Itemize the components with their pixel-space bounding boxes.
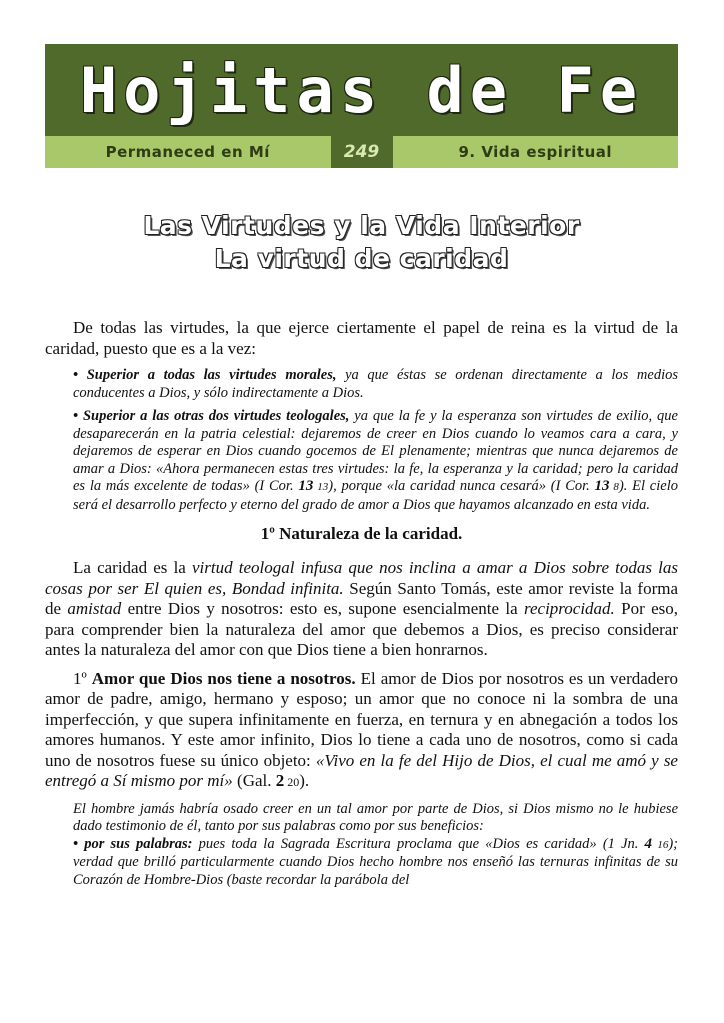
masthead (45, 44, 678, 168)
ref-chapter: 2 (275, 771, 285, 790)
gods-love-text: El amor de Dios por nosotros es un verdadero amor de padre, amigo, hermano y esposo; un amor que no conoce ni la sombra de una imperfección, y que supera infinitamente en fuerza, en ternura y en abnegación a todos los amores humanos. Y este amor infinito, Dios lo tiene a cada uno de nosotros, como si cada uno de nosotros fuese su único objeto: (45, 668, 678, 770)
ref-text: (Gal. (232, 771, 276, 790)
publication-title: Hojitas de Fe (79, 53, 644, 127)
testimony-point-heading: • por sus palabras: (73, 835, 193, 852)
testimony-text: El hombre jamás habría osado creer en un tal amor por parte de Dios, si Dios mismo no le hubiese dado testimonio de él, tanto por sus palabras como por sus beneficios: (73, 800, 678, 834)
section-heading: 1º Naturaleza de la caridad. (260, 524, 463, 543)
subsection-heading: Amor que Dios nos tiene a nosotros. (91, 668, 356, 688)
series-label: Permaneced en Mí (105, 143, 270, 161)
category-label: 9. Vida espiritual (458, 143, 613, 161)
point-theological-text-b: ), porque «la caridad nunca cesará» (I Cor. (328, 478, 595, 494)
masthead-subbar (45, 136, 678, 168)
point-moral-virtues (45, 367, 678, 402)
article-titles (45, 210, 678, 276)
masthead-banner (45, 44, 678, 136)
subsection-number: 1º (73, 668, 92, 688)
ref-verse: 13 (313, 481, 329, 493)
scripture-quote: «Vivo en la fe del Hijo de Dios, el cual me amó y se entregó a Sí mismo por mí» (45, 750, 678, 790)
article-subtitle: La virtud de caridad (214, 244, 509, 273)
testimony-text: ); verdad que brilló particularmente cuando Dios hecho hombre nos enseñó las ternuras infinitas de su Corazón de Hombre-Dios (baste recordar la parábola del (73, 835, 679, 888)
ref-chapter: 13 (298, 478, 314, 494)
point-moral-text: ya que éstas se ordenan directamente a los medios conducentes a Dios, y sólo indirectamente a Dios. (73, 367, 678, 401)
ref-verse: 8 (609, 481, 619, 493)
intro-paragraph: De todas las virtudes, la que ejerce ciertamente el papel de reina es la virtud de la caridad, puesto que es a la vez: (45, 318, 678, 358)
testimony-paragraph (45, 801, 678, 890)
nature-text: Por eso, para comprender bien la naturaleza del amor que debemos a Dios, es preciso considerar antes la naturaleza del amor con que Dios tiene a bien honrarnos. (45, 599, 679, 659)
ref-verse: 20 (284, 775, 300, 789)
ref-chapter: 4 (644, 835, 653, 852)
issue-number: 249 (331, 136, 393, 168)
point-moral-heading: • Superior a todas las virtudes morales, (73, 367, 337, 383)
emphasis-text: amistad (67, 599, 122, 618)
ref-verse: 16 (652, 838, 669, 851)
point-theological-virtues (45, 408, 678, 514)
ref-text: ). (299, 771, 310, 790)
nature-paragraph (45, 558, 678, 661)
nature-text: Según Santo Tomás, este amor reviste la forma de (45, 578, 679, 618)
testimony-text: pues toda la Sagrada Escritura proclama que «Dios es caridad» (1 Jn. (192, 835, 645, 852)
emphasis-text: reciprocidad. (524, 599, 615, 618)
article-body (45, 318, 678, 895)
point-theological-text-a: ya que la fe y la esperanza son virtudes de exilio, que desaparecerán en la patria celestial: dejaremos de creer en Dios cuando lo veamos cara a cara, y dejaremos de esperar en Dios cuando gocemos de El plenamente; mientras que nunca dejaremos de amar a Dios: «Ahora permanecen estas tres virtudes: la fe, la esperanza y la caridad; pero la caridad es la más excelente de todas» (I Cor. (73, 408, 678, 494)
point-theological-text-c: ). El cielo será el desarrollo perfecto y eterno del grado de amor a Dios que hayamos alcanzado en esta vida. (73, 478, 678, 513)
point-theological-heading: • Superior a las otras dos virtudes teologales, (73, 408, 350, 424)
nature-text: entre Dios y nosotros: esto es, supone esencialmente la (121, 599, 524, 618)
article-title: Las Virtudes y la Vida Interior (143, 211, 580, 240)
ref-chapter: 13 (594, 478, 610, 494)
definition-text: virtud teologal infusa que nos inclina a amar a Dios sobre todas las cosas por ser El quien es, Bondad infinita. (45, 558, 678, 598)
gods-love-paragraph (45, 669, 678, 793)
nature-text: La caridad es la (73, 558, 193, 577)
